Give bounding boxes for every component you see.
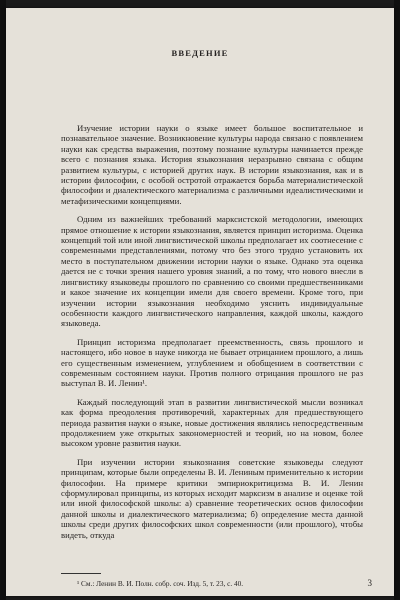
page-number: 3 [367, 578, 372, 588]
footnote-separator [61, 573, 101, 574]
body-text [61, 123, 363, 548]
paragraph: При изучении истории языкознания советские языковеды следуют принципам, которые были определены В. И. Лениным применительно к истории философии. На примере критики эмпириокритицизма В. И. Ленин сформулировал принципы, из которых исходит марксизм в анализе и оценке той или иной философской школы: а) сравнение теоретических основ философии данной школы и диалектического материализма; б) определение места данной школы среди других философских школ современности (или прошлого), чтобы видеть, откуда [61, 456, 363, 540]
paragraph: Каждый последующий этап в развитии лингвистической мысли возникал как форма преодоления противоречий, характерных для предшествующего периода развития науки о языке, новые достижения являлись непосредственным продолжением уже открытых закономерностей и теорий, но на новом, более высоком уровне развития науки. [61, 396, 363, 449]
footnote: ¹ См.: Ленин В. И. Полн. собр. соч. Изд. 5, т. 23, с. 40. [77, 579, 244, 588]
paragraph: Принцип историзма предполагает преемственность, связь прошлого и настоящего, ибо новое в науке никогда не бывает отрицанием прошлого, а лишь его существенным изменением, углублением и обобщением в соответствии с современным состоянием науки. Против полного отрицания прошлого не раз выступал В. И. Ленин¹. [61, 336, 363, 389]
paragraph: Одним из важнейших требований марксистской методологии, имеющих прямое отношение к истории языкознания, является принцип историзма. Оценка концепций той или иной лингвистической школы предполагает их соотнесение с современными представлениями, потому что без этого трудно установить их место в поступательном движении истории науки о языке. Однако эта оценка дается не с точки зрения нашего уровня знаний, а по тому, что нового внесли в лингвистику языковеды прошлого по сравнению со своими предшественниками и какое значение их концепции имели для своего времени. Кроме того, при изучении истории языкознания необходимо уяснить индивидуальные особенности каждого лингвистического направления, каждой школы, каждого языковеда. [61, 214, 363, 329]
chapter-heading: ВВЕДЕНИЕ [171, 48, 229, 58]
book-page [6, 8, 394, 596]
book-edge-right [394, 0, 400, 600]
paragraph: Изучение истории науки о языке имеет большое воспитательное и познавательное значение. Возникновение культуры народа связано с появлением науки как средства выражения, поэтому познание культуры начинается прежде всего с познания языка. История языкознания неразрывно связана с общим развитием культуры, с историей других наук. В истории языкознания, как и в истории философии, с особой остротой отражается борьба материалистической философии и диалектического материализма с различными идеалистическими и метафизическими концепциями. [61, 123, 363, 206]
